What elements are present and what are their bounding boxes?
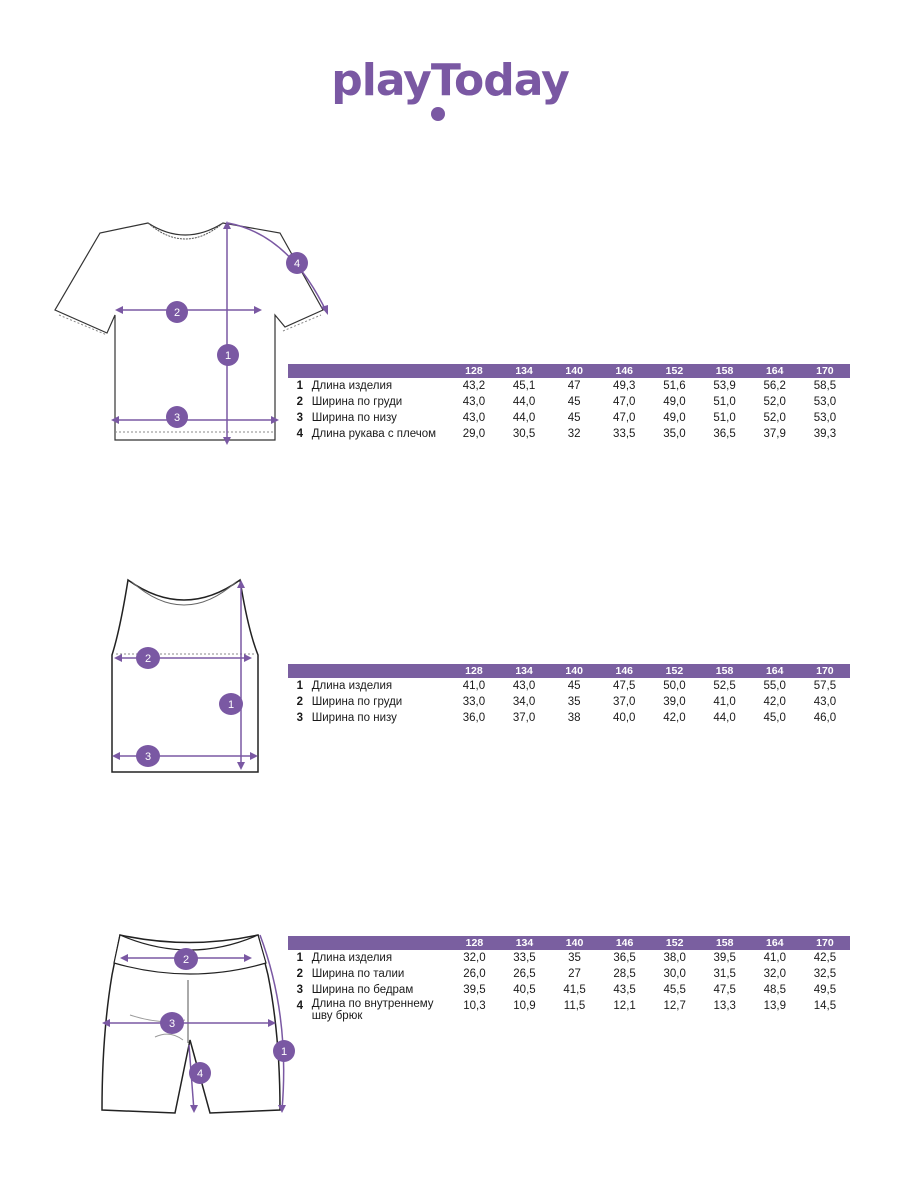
marker-3: 3: [144, 751, 152, 763]
table-row: 2 Ширина по груди 33,0 34,0 35 37,0 39,0 41,0 42,0 43,0: [296, 696, 837, 708]
table-row: 1 Длина изделия 43,2 45,1 47 49,3 51,6 53,9 56,2 58,5: [296, 380, 837, 392]
marker-1: 1: [227, 699, 235, 711]
shorts-size-table: [288, 936, 850, 1022]
table-row: 3 Ширина по низу 36,0 37,0 38 40,0 42,0 44,0 45,0 46,0: [296, 712, 837, 724]
brand-name: playToday: [331, 55, 569, 106]
size-header-row: 128 134 140 146 152 158 164 170: [288, 936, 850, 950]
size-152: 152: [665, 365, 684, 377]
size-164: 164: [765, 365, 784, 377]
table-row: 3 Ширина по низу 43,0 44,0 45 47,0 49,0 51,0 52,0 53,0: [296, 412, 837, 424]
marker-2: 2: [182, 954, 190, 966]
marker-1: 1: [280, 1046, 288, 1058]
size-140: 140: [565, 365, 583, 377]
size-158: 158: [715, 365, 734, 377]
tank-size-table: [288, 664, 850, 726]
marker-3: 3: [173, 412, 181, 424]
tshirt-size-table: [288, 364, 850, 442]
tank-sketch: [100, 570, 270, 780]
table-row: 1 Длина изделия 41,0 43,0 45 47,5 50,0 52,5 55,0 57,5: [296, 680, 837, 692]
size-128: 128: [465, 365, 483, 377]
brand-logo: [0, 55, 900, 106]
table-row: 3 Ширина по бедрам 39,5 40,5 41,5 43,5 45,5 47,5 48,5 49,5: [296, 984, 837, 996]
marker-4: 4: [196, 1068, 204, 1080]
size-header-row: 128 134 140 146 152 158 164 170: [288, 664, 850, 678]
marker-2: 2: [144, 653, 152, 665]
marker-2: 2: [173, 307, 181, 319]
marker-4: 4: [293, 258, 301, 270]
table-row: 4 Длина рукава с плечом 29,0 30,5 32 33,5 35,0 36,5 37,9 39,3: [296, 428, 837, 440]
table-row: 1 Длина изделия 32,0 33,5 35 36,5 38,0 39,5 41,0 42,5: [296, 952, 837, 964]
size-146: 146: [615, 365, 634, 377]
marker-1: 1: [224, 350, 232, 362]
size-header-row: [288, 364, 850, 378]
shorts-sketch: [90, 925, 310, 1125]
size-134: 134: [515, 365, 533, 377]
logo-dot-icon: [431, 107, 445, 121]
marker-3: 3: [168, 1018, 176, 1030]
size-170: 170: [816, 365, 834, 377]
table-row: 4 Длина по внутреннему шву брюк 10,3 10,9 11,5 12,1 12,7 13,3 13,9 14,5: [296, 998, 837, 1022]
table-row: 2 Ширина по талии 26,0 26,5 27 28,5 30,0 31,5 32,0 32,5: [296, 968, 837, 980]
table-row: 2 Ширина по груди 43,0 44,0 45 47,0 49,0 51,0 52,0 53,0: [296, 396, 837, 408]
